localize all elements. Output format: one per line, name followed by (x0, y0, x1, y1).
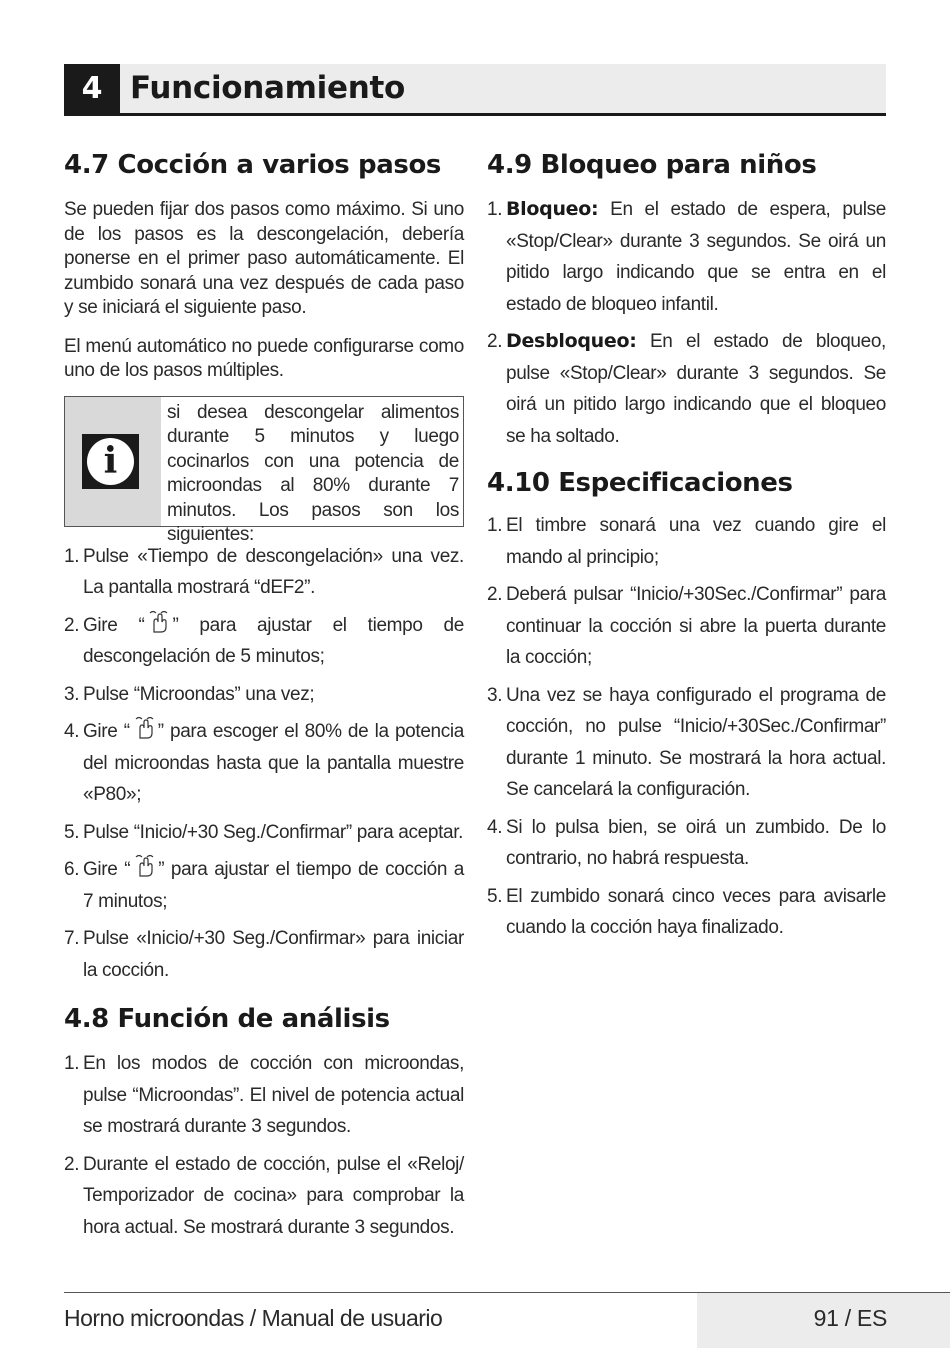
info-note-box (64, 396, 464, 545)
list-item: 5. El zumbido sonará cinco veces para avisarle cuando la cocción haya finalizado. (487, 885, 886, 938)
rotary-knob-icon (144, 610, 172, 634)
list-item: 1. Pulse «Tiempo de descongelación» una vez. La pantalla mostrará “dEF2”. (64, 545, 464, 598)
info-icon: i (82, 434, 139, 489)
section-4-7-paragraph-2: El menú automático no puede configurarse como uno de los pasos múltiples. (64, 335, 464, 381)
section-4-8-list (64, 1048, 464, 1243)
bold-label: Desbloqueo: (506, 330, 637, 352)
right-column (487, 140, 886, 950)
section-4-7-steps (64, 541, 464, 987)
info-note-sidebar (65, 397, 161, 526)
bold-label: Bloqueo: (506, 198, 599, 220)
list-item: 4. Si lo pulsa bien, se oirá un zumbido. De lo contrario, no habrá respuesta. (487, 816, 886, 869)
list-item: 2. Durante el estado de cocción, pulse el «Reloj/ Temporizador de cocina» para comprobar la hora actual. Se mostrará durante 3 segundos. (64, 1153, 464, 1238)
section-heading-4-7: 4.7 Cocción a varios pasos (64, 150, 441, 180)
rotary-knob-icon (130, 854, 158, 878)
info-note-text: si desea descongelar alimentos durante 5 minutos y luego cocinarlos con una potencia de microondas al 80% durante 7 minutos. Los pasos son los siguientes: (167, 401, 459, 545)
left-column (64, 140, 464, 1249)
list-item: 1. El timbre sonará una vez cuando gire el mando al principio; (487, 515, 886, 568)
list-item: 5. Pulse “Inicio/+30 Seg./Confirmar” para aceptar. (64, 821, 464, 843)
list-item: 2. Desbloqueo: En el estado de bloqueo, pulse «Stop/Clear» durante 3 segundos. Se oirá un pitido largo indicando que el bloqueo se ha soltado. (487, 330, 886, 447)
list-item: 2. Deberá pulsar “Inicio/+30Sec./Confirmar” para continuar la cocción si abre la puerta durante la cocción; (487, 584, 886, 668)
section-heading-4-8: 4.8 Función de análisis (64, 1004, 390, 1034)
chapter-number: 4 (64, 64, 120, 113)
section-heading-4-10: 4.10 Especificaciones (487, 468, 793, 498)
rotary-knob-icon (130, 716, 158, 740)
list-item: 3. Una vez se haya configurado el programa de cocción, no pulse “Inicio/+30Sec./Confirmar” durante 1 minuto. Se mostrará la hora actual. Se cancelará la configuración. (487, 684, 886, 800)
footer-document-title: Horno microondas / Manual de usuario (64, 1305, 443, 1331)
list-item: 2. Gire “ ” para ajustar el tiempo de descongelación de 5 minutos; (64, 610, 464, 673)
list-item: 1. En los modos de cocción con microondas, pulse “Microondas”. El nivel de potencia actual se mostrará durante 3 segundos. (64, 1053, 464, 1137)
section-4-7-paragraph-1: Se pueden fijar dos pasos como máximo. Si uno de los pasos es la descongelación, debería ponerse en el primer paso automáticamente. El zumbido sonará una vez después de cada paso y se iniciará el siguiente paso. (64, 199, 464, 318)
list-item: 6. Gire “ ” para ajustar el tiempo de cocción a 7 minutos; (64, 854, 464, 917)
list-item: 1. Bloqueo: En el estado de espera, pulse «Stop/Clear» durante 3 segundos. Se oirá un pitido largo indicando que se entra en el estado de bloqueo infantil. (487, 198, 886, 315)
list-item: 7. Pulse «Inicio/+30 Seg./Confirmar» para iniciar la cocción. (64, 928, 464, 981)
section-4-10-list (487, 510, 886, 944)
section-4-9-list (487, 194, 886, 452)
footer-page-box (697, 1293, 950, 1348)
chapter-title: Funcionamiento (130, 70, 405, 106)
list-item: 3. Pulse “Microondas” una vez; (64, 683, 315, 705)
section-heading-4-9: 4.9 Bloqueo para niños (487, 150, 817, 180)
list-item: 4. Gire “ ” para escoger el 80% de la potencia del microondas hasta que la pantalla muestre «P80»; (64, 716, 464, 811)
chapter-header (64, 64, 886, 116)
page-number: 91 / ES (813, 1305, 887, 1331)
